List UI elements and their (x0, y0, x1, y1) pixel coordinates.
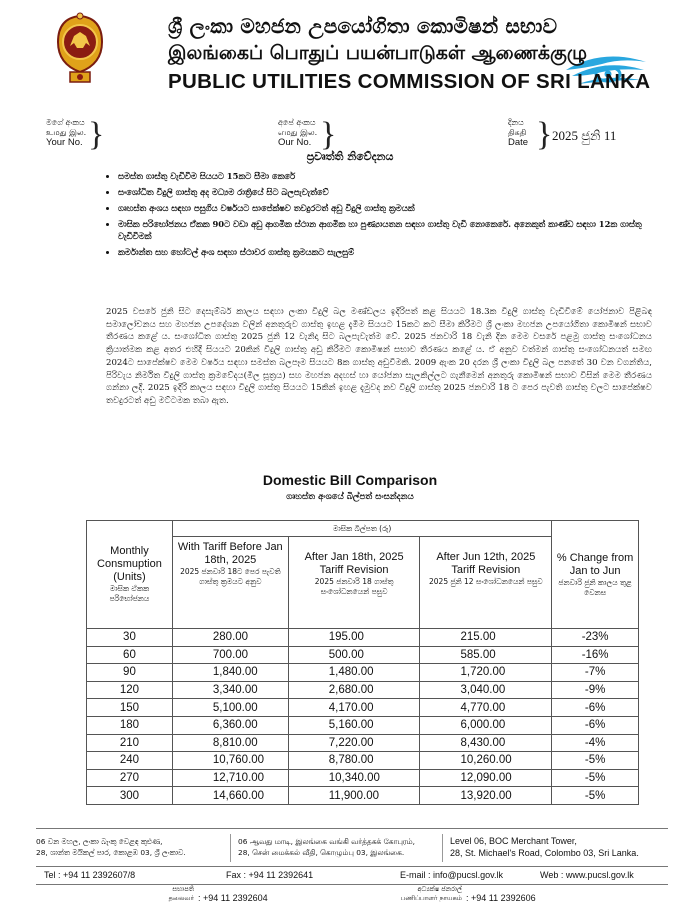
jun-cell: 10,260.00 (420, 752, 552, 770)
footer-email[interactable]: E-mail : info@pucsl.gov.lk (400, 870, 504, 880)
chairman-label: සභාපති தலைவர் (168, 885, 194, 902)
before-cell: 8,810.00 (172, 734, 288, 752)
change-cell: -6% (552, 716, 639, 734)
units-cell: 180 (87, 716, 173, 734)
date-value: 2025 ජුනි 11 (552, 128, 617, 143)
before-cell: 1,840.00 (172, 664, 288, 682)
chairman-tel: : +94 11 2392604 (198, 893, 268, 903)
table-row (87, 646, 639, 664)
before-cell: 700.00 (172, 646, 288, 664)
footer-divider-top (36, 828, 668, 829)
footer-divider-bottom (36, 884, 668, 885)
jan-cell: 5,160.00 (288, 716, 420, 734)
change-cell: -4% (552, 734, 639, 752)
col-jan-header: After Jan 18th, 2025 Tariff Revision 2025 ජනවාරි 18 ගාස්තු සංශෝධනයෙන් පසුව (288, 537, 420, 629)
change-cell: -16% (552, 646, 639, 664)
table-row (87, 699, 639, 717)
table-row (87, 681, 639, 699)
units-cell: 240 (87, 752, 173, 770)
press-release-title: ප්‍රවෘත්ති නිවේදනය (306, 150, 394, 163)
change-cell: -5% (552, 752, 639, 770)
table-title: Domestic Bill Comparison (262, 472, 438, 488)
units-cell: 90 (87, 664, 173, 682)
footer-fax: Fax : +94 11 2392641 (226, 870, 314, 880)
org-title-sinhala: ශ්‍රී ලංකා මහජන උපයෝගිතා කොමිෂන් සභාව (168, 14, 558, 38)
before-cell: 14,660.00 (172, 787, 288, 805)
jan-cell: 11,900.00 (288, 787, 420, 805)
jan-cell: 7,220.00 (288, 734, 420, 752)
org-title-english: PUBLIC UTILITIES COMMISSION OF SRI LANKA (168, 70, 651, 93)
director-general-tel: : +94 11 2392606 (466, 893, 536, 903)
monthly-bill-group-header: මාසික බිල්පත (රු) (172, 521, 551, 537)
table-row (87, 716, 639, 734)
col-units-header: Monthly Consmuption (Units) මාසික ඒකක පරිභෝජනය (87, 521, 173, 629)
before-cell: 5,100.00 (172, 699, 288, 717)
list-item: • මාසික පරිභෝජනය ඒකක 90ට වඩා අඩු ආගමික ස්ථාන ආගමික හා පුණ්‍යායතන සඳහා ගාස්තු වැඩි නොකෙරේ. අනෙකුත් කාණ්ඩ සඳහා 12ක ගාස්තු වැඩිවීමක් (118, 218, 658, 242)
list-item: • කර්මාන්ත සහ හෝටල් අංශ සඳහා ස්ථාවර ගාස්තු ක්‍රමයකට සැලසුම් (118, 246, 658, 258)
footer-address-sinhala: 06 වන මහල, ලංකා බැංකු වෙළඳ කුළුණ, 28, ශාන්ත මයිකල් පාර, කොළඹ 03, ශ්‍රී ලංකාව. (36, 837, 186, 857)
jun-cell: 8,430.00 (420, 734, 552, 752)
jan-cell: 2,680.00 (288, 681, 420, 699)
jan-cell: 1,480.00 (288, 664, 420, 682)
units-cell: 60 (87, 646, 173, 664)
our-no-label: අපේ අංකය எமது இல. Our No. (278, 118, 318, 148)
jun-cell: 6,000.00 (420, 716, 552, 734)
jan-cell: 8,780.00 (288, 752, 420, 770)
footer-separator (442, 834, 443, 862)
change-cell: -9% (552, 681, 639, 699)
national-emblem-icon (52, 12, 108, 90)
your-no-label: මගේ අංකය உமது இல. Your No. (46, 118, 87, 148)
table-row (87, 752, 639, 770)
before-cell: 280.00 (172, 629, 288, 647)
list-item: • සංශෝධිත විදුලි ගාස්තු අද මධ්‍යම රාත්‍රියේ සිට බලපැවැත්වේ (118, 186, 658, 198)
table-row (87, 629, 639, 647)
units-cell: 120 (87, 681, 173, 699)
footer-address-tamil: 06 ஆவது மாடி, இலங்கை வங்கி வர்த்தகக் கோபுரம், 28, சென் மைக்கல் வீதி, கொழும்பு 03, இலங்கை. (238, 837, 415, 857)
col-change-header: % Change from Jan to Jun ජනවාරි ජුනි කාලය තුළ වෙනස (552, 521, 639, 629)
jun-cell: 13,920.00 (420, 787, 552, 805)
footer-website[interactable]: Web : www.pucsl.gov.lk (540, 870, 634, 880)
units-cell: 270 (87, 769, 173, 787)
jun-cell: 4,770.00 (420, 699, 552, 717)
footer-divider-middle (36, 866, 668, 867)
table-row (87, 664, 639, 682)
col-before-header: With Tariff Before Jan 18th, 2025 2025 ජනවාරි 18ට පෙර පැවති ගාස්තු ක්‍රමයට අනුව (172, 537, 288, 629)
col-jun-header: After Jun 12th, 2025 Tariff Revision 2025 ජුනි 12 සංශෝධනයෙන් පසුව (420, 537, 552, 629)
your-no-brace: } (88, 116, 105, 153)
change-cell: -7% (552, 664, 639, 682)
units-cell: 30 (87, 629, 173, 647)
footer-address-english: Level 06, BOC Merchant Tower, 28, St. Michael's Road, Colombo 03, Sri Lanka. (450, 836, 639, 858)
units-cell: 150 (87, 699, 173, 717)
footer-separator (230, 834, 231, 862)
jun-cell: 3,040.00 (420, 681, 552, 699)
list-item: • සමස්ත ගාස්තු වැඩිවීම සියයට 15කට සීමා කෙරේ (118, 170, 658, 182)
bill-comparison-table (86, 520, 639, 805)
units-cell: 210 (87, 734, 173, 752)
table-row (87, 734, 639, 752)
table-row (87, 769, 639, 787)
change-cell: -23% (552, 629, 639, 647)
list-item: • ගෘහස්ත අංශය සඳහා පසුගිය වර්ෂයට සාපේක්ෂව තවදුරටත් අඩු විදුලි ගාස්තු ක්‍රමයක් (118, 202, 658, 214)
change-cell: -5% (552, 787, 639, 805)
jun-cell: 1,720.00 (420, 664, 552, 682)
jan-cell: 4,170.00 (288, 699, 420, 717)
before-cell: 10,760.00 (172, 752, 288, 770)
jan-cell: 195.00 (288, 629, 420, 647)
jan-cell: 10,340.00 (288, 769, 420, 787)
before-cell: 12,710.00 (172, 769, 288, 787)
body-paragraph: 2025 වසරේ ජුනි සිට දෙසැම්බර් කාලය සඳහා ලංකා විදුලි බල මණ්ඩලය ඉදිරිපත් කළ සියයට 18.3ක විදුලි ගාස්තු වැඩිවීමේ යෝජනාව පිළිබඳ සමාලෝචනය සහ මහජන උපදේශන වලින් අනතුරුව ගාස්තු ඉහළ දැමීම සියයට 15කට කට සීමා කිරීමට ශ්‍රී ලංකා මහජන උපයෝගිතා කොමිෂන් සභාව තීරණය කළේ ය. සංශෝධිත ගාස්තු 2025 ජුනි 12 වැනිදා සිට බලපැවැත්ම වේ. 2025 ජනවාරි 18 වැනි දින මෙම වසරේ පළමු ගාස්තු සංශෝධනය ක්‍රියාත්මක කළ අතර එහිදී සියයට 20කින් විදුලි ගාස්තු අඩු කිරීමට කොමිෂන් සභාව තීරණය කළේ ය. ඒ අනුව වත්මන් ගාස්තු සංශෝධනයත් සමඟ 2024ට සාපේක්ෂව මෙම වර්ෂය සඳහා සමස්ත බලපෑම සියයට 8ක ගාස්තු අඩුවීමකි. 2009 ඇංක 20 දරන ශ්‍රී ලංකා විදුලි බල පනතේ 30 වන වගන්තිය, පිරිවැය නිර්මිත විදුලි ගාස්තු ක්‍රමවේදය(මිල සූත්‍රය) සහ මහජන අදහස් හා යෝජනා සැලකිල්ලට ගැනීමෙන් අනතුරු කොමිෂන් සභාව විසින් මෙම තීරණය ගන්නා ලදී. 2025 ඉදිරි කාලය සඳහා විදුලි ගාස්තු සියයට 15කින් ඉහළ දැමුවද නව විදුලි ගාස්තු 2025 ජනවාරි 18 ට පෙර පැවති ගාස්තු වලට සාපේක්ෂව තවදුරටත් අඩු මට්ටමක තබා ඇත. (106, 307, 652, 406)
director-general-label: අධ්‍යක්ෂ ජනරාල් பணிப்பாளர் நாயகம் (400, 885, 462, 902)
change-cell: -5% (552, 769, 639, 787)
change-cell: -6% (552, 699, 639, 717)
jan-cell: 500.00 (288, 646, 420, 664)
jun-cell: 215.00 (420, 629, 552, 647)
table-row (87, 787, 639, 805)
table-subtitle: ගෘහස්ත අංශයේ බිල්පත් සංසන්දනය (286, 492, 414, 502)
before-cell: 6,360.00 (172, 716, 288, 734)
date-label: දිනය திகதி Date (508, 118, 529, 148)
before-cell: 3,340.00 (172, 681, 288, 699)
key-points-list (100, 170, 658, 262)
jun-cell: 12,090.00 (420, 769, 552, 787)
footer-tel: Tel : +94 11 2392607/8 (44, 870, 136, 880)
jun-cell: 585.00 (420, 646, 552, 664)
our-no-brace: } (320, 116, 337, 153)
units-cell: 300 (87, 787, 173, 805)
date-brace: } (536, 116, 553, 153)
org-title-tamil: இலங்கைப் பொதுப் பயன்பாடுகள் ஆணைக்குழு (168, 42, 588, 64)
